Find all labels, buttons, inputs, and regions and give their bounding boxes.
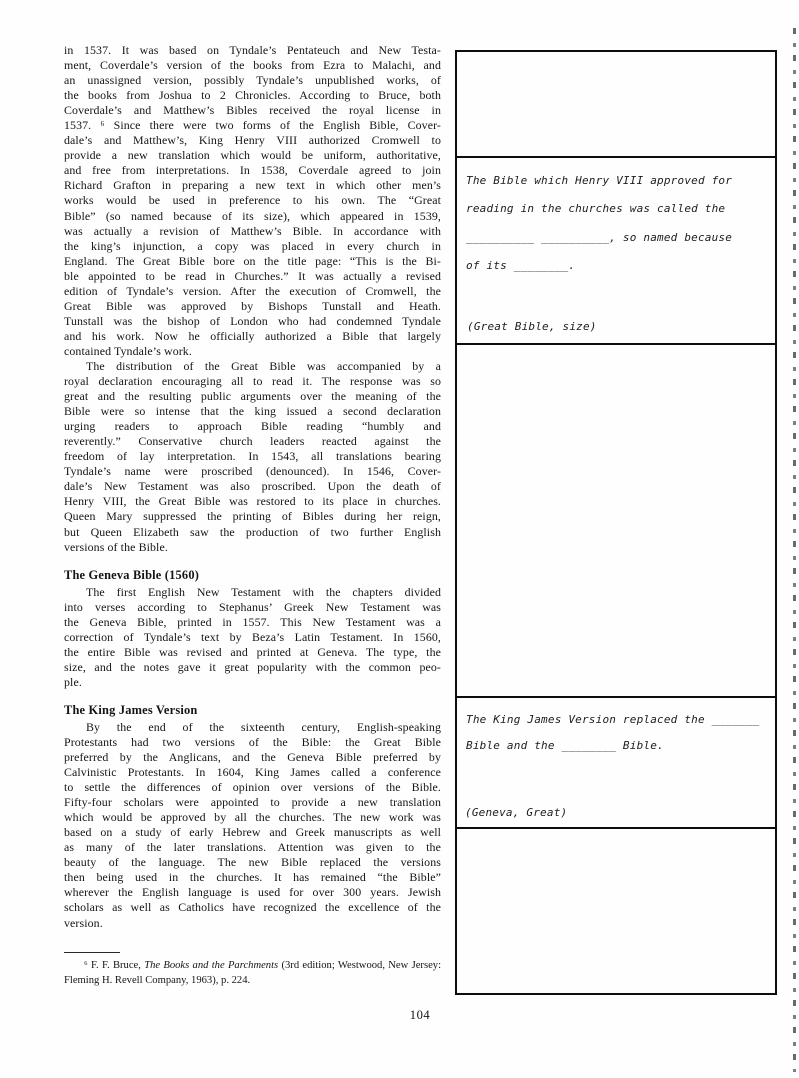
text-line: the entire Bible was revised and printed at Geneva. The type, the (64, 644, 441, 659)
text-line: reverently.” Conservative church leaders reacted against the (64, 434, 441, 449)
text-line: reading in the churches was called the (466, 202, 726, 216)
text-line: and his work. Now he officially authorized a Bible that largely (64, 328, 441, 343)
text-line: as many of the later translations. Attention was given to the (64, 840, 441, 855)
text-line: the books from Joshua to 2 Chronicles. According to Bruce, both (64, 88, 441, 103)
frame-question-great-bible (457, 158, 775, 281)
footnote-rule (64, 952, 120, 953)
text-line: wherever the English language is used for over 300 years. Jewish (64, 885, 441, 900)
page-edge-scan-artifacts (793, 28, 796, 1072)
section-heading-king-james-version: The King James Version (64, 702, 198, 717)
footnote (64, 952, 441, 989)
section-heading-geneva-bible: The Geneva Bible (1560) (64, 567, 200, 582)
text-line: Coverdale’s and Matthew’s Bibles received the royal license in (64, 103, 441, 118)
text-line: __________ __________, so named because (466, 230, 733, 244)
text-line: freedom of lay interpretation. In 1543, all translations bearing (64, 449, 441, 464)
text-line: the Geneva Bible, printed in 1557. This New Testament was a (64, 614, 441, 629)
text-line: into verses according to Stephanus’ Greek New Testament was (64, 599, 441, 614)
text-line: versions of the Bible. (64, 539, 168, 554)
text-line: England. The Great Bible bore on the title page: “This is the Bi- (64, 253, 441, 268)
text-line: contained Tyndale’s work. (64, 343, 192, 358)
answer-frame-blank-1 (457, 52, 775, 158)
text-line: The first English New Testament with the chapters divided (86, 584, 441, 599)
text-line: Queen Mary suppressed the printing of Bibles during her reign, (64, 509, 441, 524)
footnote-author: F. F. Bruce, (90, 960, 145, 971)
text-line: The Bible which Henry VIII approved for (466, 174, 733, 187)
text-line: in 1537. It was based on Tyndale’s Pentateuch and New Testa- (64, 43, 441, 57)
text-line: scholars as well as Catholics have recognized the excellence of the (64, 900, 441, 915)
answer-frames-column (455, 50, 777, 995)
text-line: urging readers to approach Bible reading “humbly and (64, 419, 441, 434)
text-line: but Queen Elizabeth saw the production of two further English (64, 524, 441, 539)
text-line: The distribution of the Great Bible was accompanied by a (86, 358, 441, 373)
text-line: version. (64, 915, 103, 930)
text-line: of its ________. (466, 259, 576, 273)
text-line: size, and the notes gave it great popularity with the common peo- (64, 659, 441, 674)
text-line: dale’s and Matthew’s, King Henry VIII authorized Cromwell to (64, 133, 441, 148)
body-paragraph-2 (64, 359, 441, 555)
text-line: great and the resulting public arguments over the meaning of the (64, 389, 441, 404)
body-paragraph-1 (64, 43, 441, 359)
body-paragraph-3 (64, 585, 441, 690)
answer-frame-blank-2 (457, 345, 775, 698)
text-line: Henry VIII, the Great Bible was restored to its place in churches. (64, 494, 441, 509)
text-line: Tunstall was the bishop of London who had condemned Tyndale (64, 313, 441, 328)
body-paragraph-4 (64, 720, 441, 931)
text-line: was actually a revision of Matthew’s Bible. In accordance with (64, 223, 441, 238)
footnote-marker: ⁶ (84, 960, 91, 971)
text-line: royal declaration encouraging all to read it. The response was so (64, 374, 441, 389)
text-line: ment, Coverdale’s version of the books from Ezra to Malachi, and (64, 58, 441, 73)
text-line: the king’s injunction, a copy was placed in every church in (64, 238, 441, 253)
text-line: and free from interpretations. In 1538, Coverdale agreed to join (64, 163, 441, 178)
text-line: then being used in the churches. It has remained “the Bible” (64, 870, 441, 885)
text-line: ble appointed to be read in Churches.” It was actually a revised (64, 268, 441, 283)
text-line: edition of Tyndale’s version. After the execution of Cromwell, the (64, 283, 441, 298)
text-line: Protestants had two versions of the Bible: the Great Bible (64, 734, 441, 749)
text-line: based on a study of early Hebrew and Greek manuscripts as well (64, 825, 441, 840)
frame-question-king-james (457, 698, 775, 758)
text-line: Bible” (so named because of its size), which appeared in 1539, (64, 208, 441, 223)
main-text-column (64, 43, 441, 931)
text-line: By the end of the sixteenth century, English-speaking (86, 719, 441, 734)
text-line: Richard Grafton in preparing a new text in which other men’s (64, 178, 441, 193)
text-line: preferred by the Anglicans, and the Geneva Bible preferred by (64, 750, 441, 765)
text-line: beauty of the language. The new Bible replaced the versions (64, 855, 441, 870)
frame-answer-great-bible: (Great Bible, size) (467, 320, 597, 333)
text-line: ple. (64, 674, 82, 689)
text-line: Tyndale’s name were proscribed (denounced). In 1546, Cover- (64, 464, 441, 479)
text-line: which would be approved by all the churches. The new work was (64, 810, 441, 825)
text-line: to settle the differences of opinion over versions of the Bible. (64, 780, 441, 795)
text-line: correction of Tyndale’s text by Beza’s Latin Testament. In 1560, (64, 629, 441, 644)
frame-answer-king-james: (Geneva, Great) (465, 806, 568, 819)
text-line: Bible and the ________ Bible. (466, 738, 664, 752)
answer-frame-great-bible (457, 158, 775, 345)
footnote-line2: Jersey: Fleming H. Revell Company, 1963), p. 224. (64, 960, 442, 987)
text-line: Calvinistic Protestants. In 1604, King James called a conference (64, 765, 441, 780)
text-line: The King James Version replaced the _______ (466, 713, 760, 726)
text-line: dale’s New Testament was also proscribed. Upon the death of (64, 479, 441, 494)
text-line: provide a new translation which would be uniform, authoritative, (64, 148, 441, 163)
answer-frame-king-james (457, 698, 775, 829)
text-line: 1537. ⁶ Since there were two forms of the English Bible, Cover- (64, 118, 441, 133)
footnote-book-title: The Books and the Parchments (144, 960, 279, 971)
text-line: an unassigned version, possibly Tyndale’s unpublished works, of (64, 73, 441, 88)
answer-frame-blank-3 (457, 829, 775, 993)
text-line: Great Bible was approved by Bishops Tunstall and Heath. (64, 298, 441, 313)
text-line: Fifty-four scholars were appointed to provide a new translation (64, 795, 441, 810)
text-line: Bible were so intense that the king issued a second declaration (64, 404, 441, 419)
footnote-edition: (3rd edition; Westwood, New (278, 960, 409, 971)
page-number: 104 (409, 1008, 431, 1022)
text-line: works would be used in preference to his own. The “Great (64, 193, 441, 208)
footnote-text (64, 958, 441, 989)
